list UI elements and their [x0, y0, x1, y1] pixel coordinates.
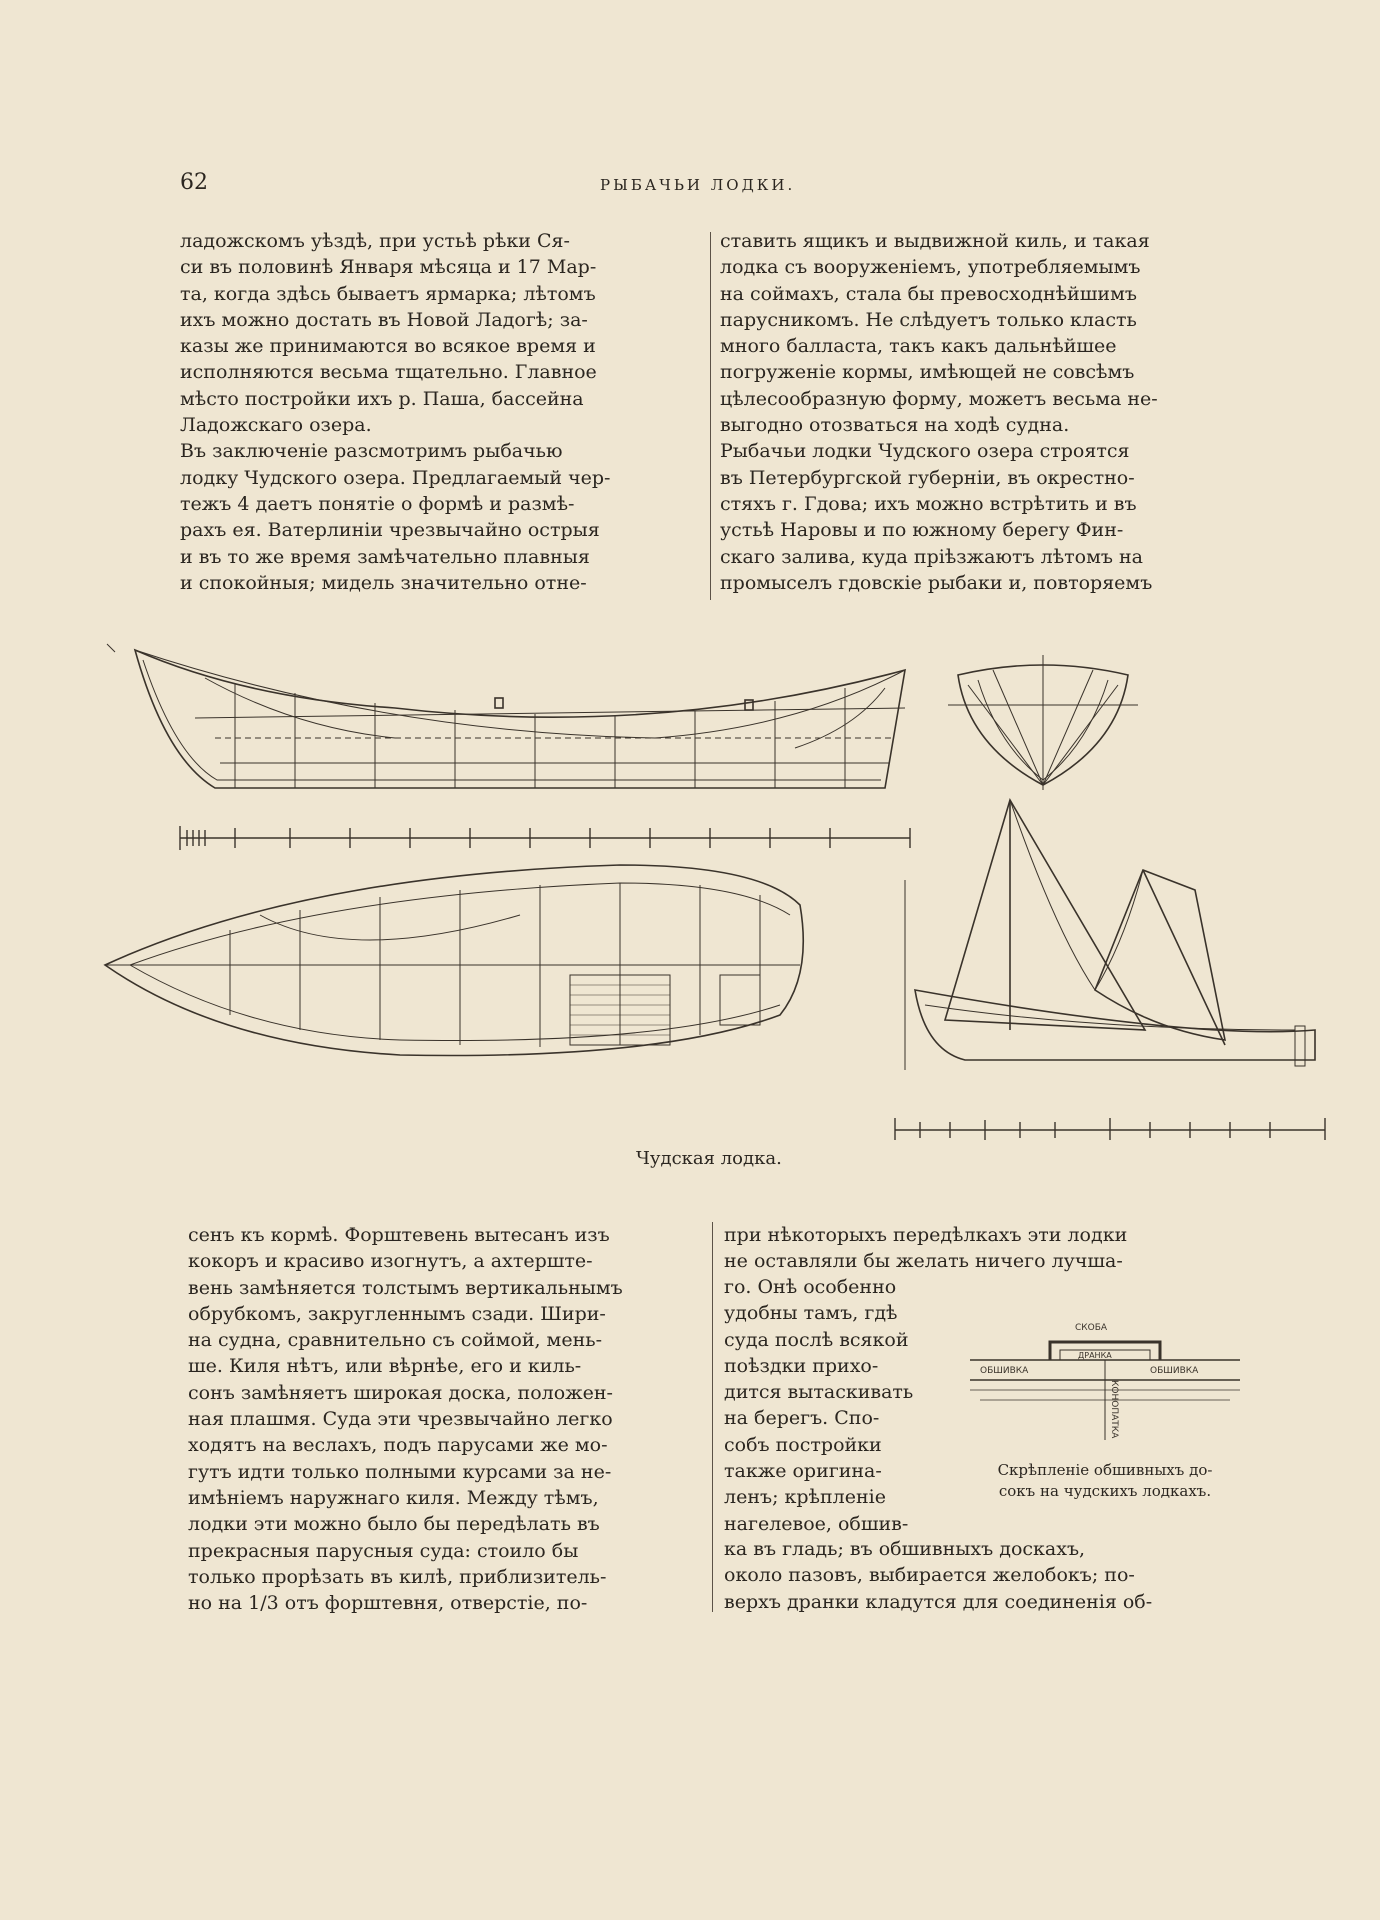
bottom-left-column: сенъ къ кормѣ. Форштевень вытесанъ изъ кокоръ и красиво изогнутъ, а ахтерште- вень замѣняется толстымъ вертикальнымъ обрубкомъ, закругленнымъ сзади. Шири- на судна, сравнительно съ соймой, мень- ше. Киля нѣтъ, или вѣрнѣе, его и киль- сонъ замѣняетъ широкая доска, положен- ная плашмя. Суда эти чрезвычайно легко ходятъ на веслахъ, подъ парусами же мо- гутъ идти только полными курсами за не- имѣніемъ наружнаго киля. Между тѣмъ, лодки эти можно было бы передѣлать въ прекрасныя парусныя суда: стоило бы только прорѣзать въ килѣ, приблизитель- но на 1/3 отъ форштевня, отверстіе, по-	[188, 1224, 623, 1615]
inset-label-rivet: КОНОПАТКА	[1109, 1380, 1119, 1439]
inset-label-plank-right: ОБШИВКА	[1150, 1366, 1199, 1376]
boat-sail-plan-drawing	[895, 790, 1335, 1080]
inset-label-plank-left: ОБШИВКА	[980, 1366, 1029, 1376]
running-head: РЫБАЧЬИ ЛОДКИ.	[600, 176, 796, 194]
bottom-right-column-tail: ка въ гладь; въ обшивныхъ доскахъ, около пазовъ, выбирается желобокъ; по- верхъ дранки кладутся для соединенія об-	[724, 1538, 1153, 1613]
boat-plan-view-drawing	[100, 855, 880, 1075]
plank-fastening-inset	[960, 1310, 1250, 1450]
inset-label-bracket: СКОБА	[1075, 1323, 1108, 1333]
top-column-divider	[710, 232, 711, 600]
top-left-column: ладожскомъ уѣздѣ, при устьѣ рѣки Ся- си въ половинѣ Января мѣсяца и 17 Мар- та, когда здѣсь бываетъ ярмарка; лѣтомъ ихъ можно достать въ Новой Ладогѣ; за- казы же принимаются во всякое время и исполняются весьма тщательно. Главное мѣсто постройки ихъ р. Паша, бассейна Ладожскаго озера. Въ заключеніе разсмотримъ рыбачью лодку Чудского озера. Предлагаемый чер- тежъ 4 даетъ понятіе о формѣ и размѣ- рахъ ея. Ватерлиніи чрезвычайно острыя и въ то же время замѣчательно плавныя и спокойныя; мидель значительно отне-	[180, 230, 611, 594]
top-right-column: ставить ящикъ и выдвижной киль, и такая лодка съ вооруженіемъ, употребляемымъ на соймахъ, стала бы превосходнѣйшимъ парусникомъ. Не слѣдуетъ только класть много балласта, такъ какъ дальнѣйшее погруженіе кормы, имѣющей не совсѣмъ цѣлесообразную форму, можетъ весьма не- выгодно отозваться на ходѣ судна. Рыбачьи лодки Чудского озера строятся въ Петербургской губерніи, въ окрестно- стяхъ г. Гдова; ихъ можно встрѣтить и въ устьѣ Наровы и по южному берегу Фин- скаго залива, куда пріѣзжаютъ лѣтомъ на промыселъ гдовскіе рыбаки и, повторяемъ	[720, 230, 1158, 594]
boat-body-plan-drawing	[948, 655, 1138, 795]
profile-scale-bar	[175, 818, 915, 858]
boat-profile-drawing	[95, 638, 955, 808]
bottom-column-divider	[712, 1222, 713, 1612]
figure-caption: Чудская лодка.	[636, 1148, 782, 1169]
inset-caption: Скрѣпленіе обшивныхъ до- сокъ на чудскихъ лодкахъ.	[997, 1461, 1213, 1500]
page-number: 62	[180, 170, 208, 195]
bottom-right-column-top: при нѣкоторыхъ передѣлкахъ эти лодки не оставляли бы желать ничего лучша-	[724, 1224, 1128, 1273]
inset-label-strip: ДРАНКА	[1078, 1351, 1112, 1360]
bottom-right-column-narrow: го. Онѣ особенно удобны тамъ, гдѣ суда послѣ всякой поѣздки прихо- дится вытаскивать на берегъ. Спо- собъ постройки также оригина- ленъ; крѣпленіе нагелевое, обшив-	[724, 1276, 914, 1535]
sail-plan-scale-bar	[890, 1112, 1330, 1142]
